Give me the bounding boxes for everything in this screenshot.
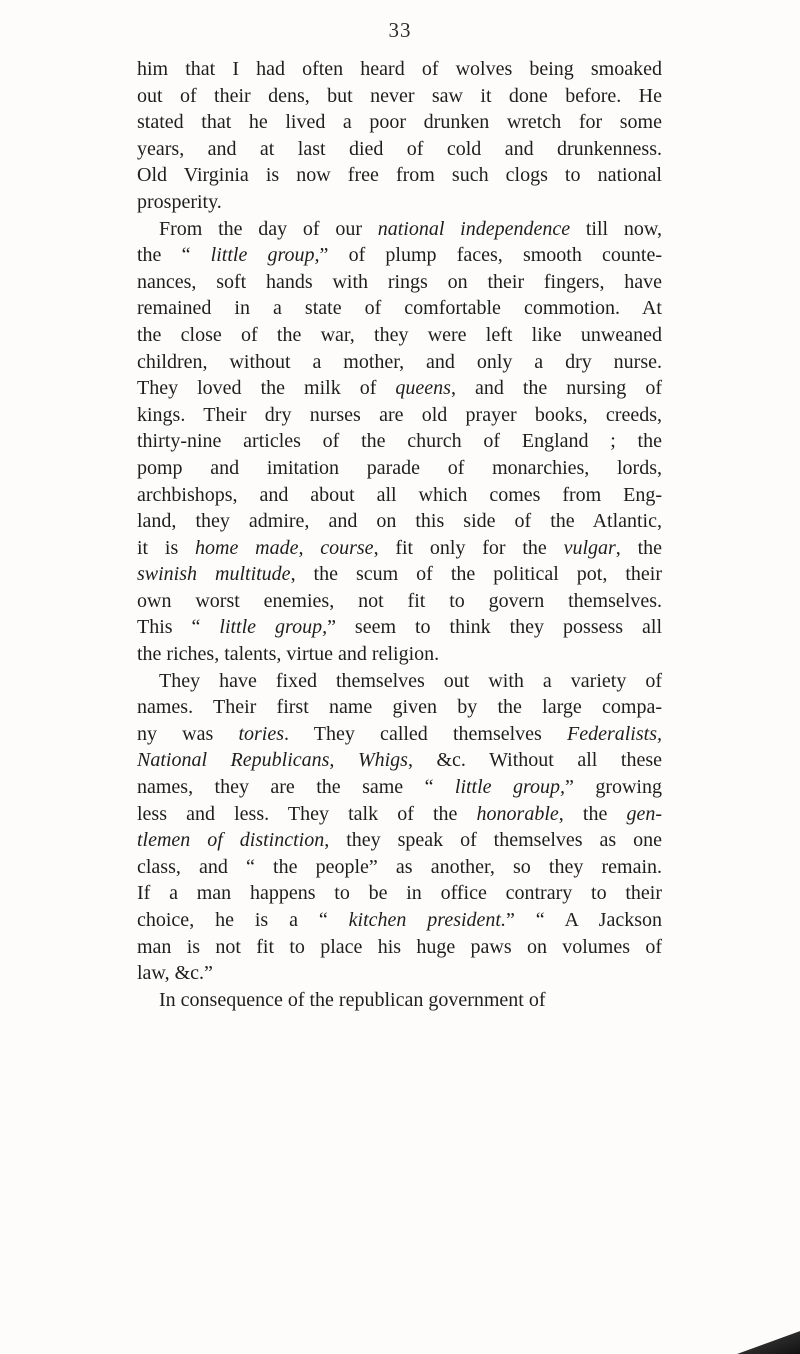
italic-text-segment: swinish multitude	[137, 563, 291, 586]
text-segment: In consequence of the republican government of	[159, 988, 546, 1011]
text-segment: him that I had often heard of wolves being smoaked	[137, 58, 662, 80]
text-segment: , they speak of themselves as one	[324, 829, 662, 852]
text-segment: the riches, talents, virtue and religion.	[137, 643, 440, 666]
text-line	[137, 189, 662, 216]
text-segment: class, and “ the people” as another, so they remain.	[137, 855, 662, 878]
text-line	[137, 375, 662, 402]
text-segment: nances, soft hands with rings on their fingers, have	[137, 270, 662, 293]
text-line	[137, 907, 662, 934]
body-text	[137, 56, 662, 1013]
text-line	[137, 109, 662, 136]
text-segment: names. Their first name given by the large compa-	[137, 696, 662, 719]
text-line	[137, 56, 662, 83]
text-segment: less and less. They talk of the	[137, 802, 477, 825]
text-line	[137, 641, 662, 668]
text-line	[137, 535, 662, 562]
text-line	[137, 561, 662, 588]
text-segment: man is not fit to place his huge paws on volumes of	[137, 935, 662, 958]
text-line	[137, 774, 662, 801]
text-line	[137, 83, 662, 110]
text-line	[137, 960, 662, 987]
text-segment: , the scum of the political pot, their	[290, 563, 662, 586]
text-line	[137, 428, 662, 455]
text-segment: the close of the war, they were left like unweaned	[137, 323, 662, 346]
text-segment: , the	[615, 536, 662, 559]
text-line	[137, 136, 662, 163]
text-segment: , &c. Without all these	[407, 749, 662, 772]
text-line	[137, 694, 662, 721]
text-line	[137, 934, 662, 961]
text-segment: choice, he is a “	[137, 909, 349, 931]
text-segment: law, &c.”	[137, 962, 213, 985]
page-number: 33	[388, 18, 412, 42]
text-segment: the “	[137, 244, 211, 267]
text-segment: , the	[558, 802, 627, 825]
text-segment: pomp and imitation parade of monarchies, lords,	[137, 456, 662, 479]
text-segment: They loved the milk of	[137, 377, 396, 400]
text-segment: out of their dens, but never saw it done before. He	[137, 84, 662, 107]
italic-text-segment: little group,	[219, 616, 328, 639]
text-segment: names, they are the same “	[137, 776, 455, 799]
text-segment: , and the nursing of	[450, 377, 662, 400]
text-segment: land, they admire, and on this side of the Atlantic,	[137, 510, 662, 533]
text-segment: They have fixed themselves out with a variety of	[159, 669, 662, 692]
text-line	[137, 349, 662, 376]
italic-text-segment: national independence	[377, 217, 571, 240]
text-segment: ” of plump faces, smooth counte-	[319, 244, 663, 267]
italic-text-segment: queens	[395, 377, 451, 400]
text-segment: If a man happens to be in office contrary to their	[137, 882, 662, 905]
text-line	[137, 614, 662, 641]
text-line	[137, 721, 662, 748]
text-segment: children, without a mother, and only a dry nurse.	[137, 350, 662, 373]
text-segment: prosperity.	[137, 190, 222, 213]
italic-text-segment: National Republicans, Whigs	[137, 749, 408, 772]
text-line	[137, 880, 662, 907]
text-line	[137, 216, 662, 243]
text-segment: archbishops, and about all which comes from Eng-	[137, 483, 662, 506]
text-line	[137, 242, 662, 269]
text-segment: ny was	[137, 722, 239, 745]
italic-text-segment: little group,	[210, 244, 320, 267]
text-segment: , fit only for the	[373, 536, 564, 559]
text-line	[137, 668, 662, 695]
italic-text-segment: vulgar	[563, 536, 616, 559]
text-segment: Old Virginia is now free from such clogs to national	[137, 164, 662, 187]
text-line	[137, 854, 662, 881]
italic-text-segment: little group,	[454, 776, 566, 799]
text-segment: own worst enemies, not fit to govern themselves.	[137, 589, 662, 612]
text-line	[137, 162, 662, 189]
text-segment: ” “ A Jackson	[506, 909, 663, 931]
italic-text-segment: gen-	[626, 802, 662, 825]
text-line	[137, 588, 662, 615]
text-segment: kings. Their dry nurses are old prayer books, creeds,	[137, 403, 662, 426]
text-segment: From the day of our	[159, 217, 378, 240]
text-line	[137, 322, 662, 349]
italic-text-segment: honorable	[476, 802, 559, 825]
italic-text-segment: Federalists,	[567, 722, 662, 745]
text-segment: remained in a state of comfortable commotion. At	[137, 297, 662, 320]
italic-text-segment: tlemen of distinction	[137, 829, 325, 852]
text-line	[137, 455, 662, 482]
text-segment: ” seem to think they possess all	[327, 616, 663, 639]
italic-text-segment: tories	[238, 722, 284, 745]
text-line	[137, 482, 662, 509]
text-segment: ” growing	[565, 776, 662, 799]
text-line	[137, 295, 662, 322]
text-segment: This “	[137, 616, 220, 639]
page-corner-shadow	[730, 1328, 800, 1354]
text-line	[137, 827, 662, 854]
text-line	[137, 508, 662, 535]
text-segment: stated that he lived a poor drunken wretch for some	[137, 111, 662, 134]
text-segment: thirty-nine articles of the church of England ; the	[137, 430, 662, 453]
text-segment: years, and at last died of cold and drunkenness.	[137, 137, 662, 160]
text-segment: till now,	[570, 217, 662, 240]
text-line	[137, 402, 662, 429]
text-line	[137, 987, 662, 1014]
text-line	[137, 269, 662, 296]
text-line	[137, 801, 662, 828]
text-segment: it is	[137, 536, 196, 559]
italic-text-segment: kitchen president.	[348, 909, 506, 931]
text-segment: . They called themselves	[284, 722, 567, 745]
italic-text-segment: home made, course	[195, 536, 374, 559]
text-line	[137, 747, 662, 774]
